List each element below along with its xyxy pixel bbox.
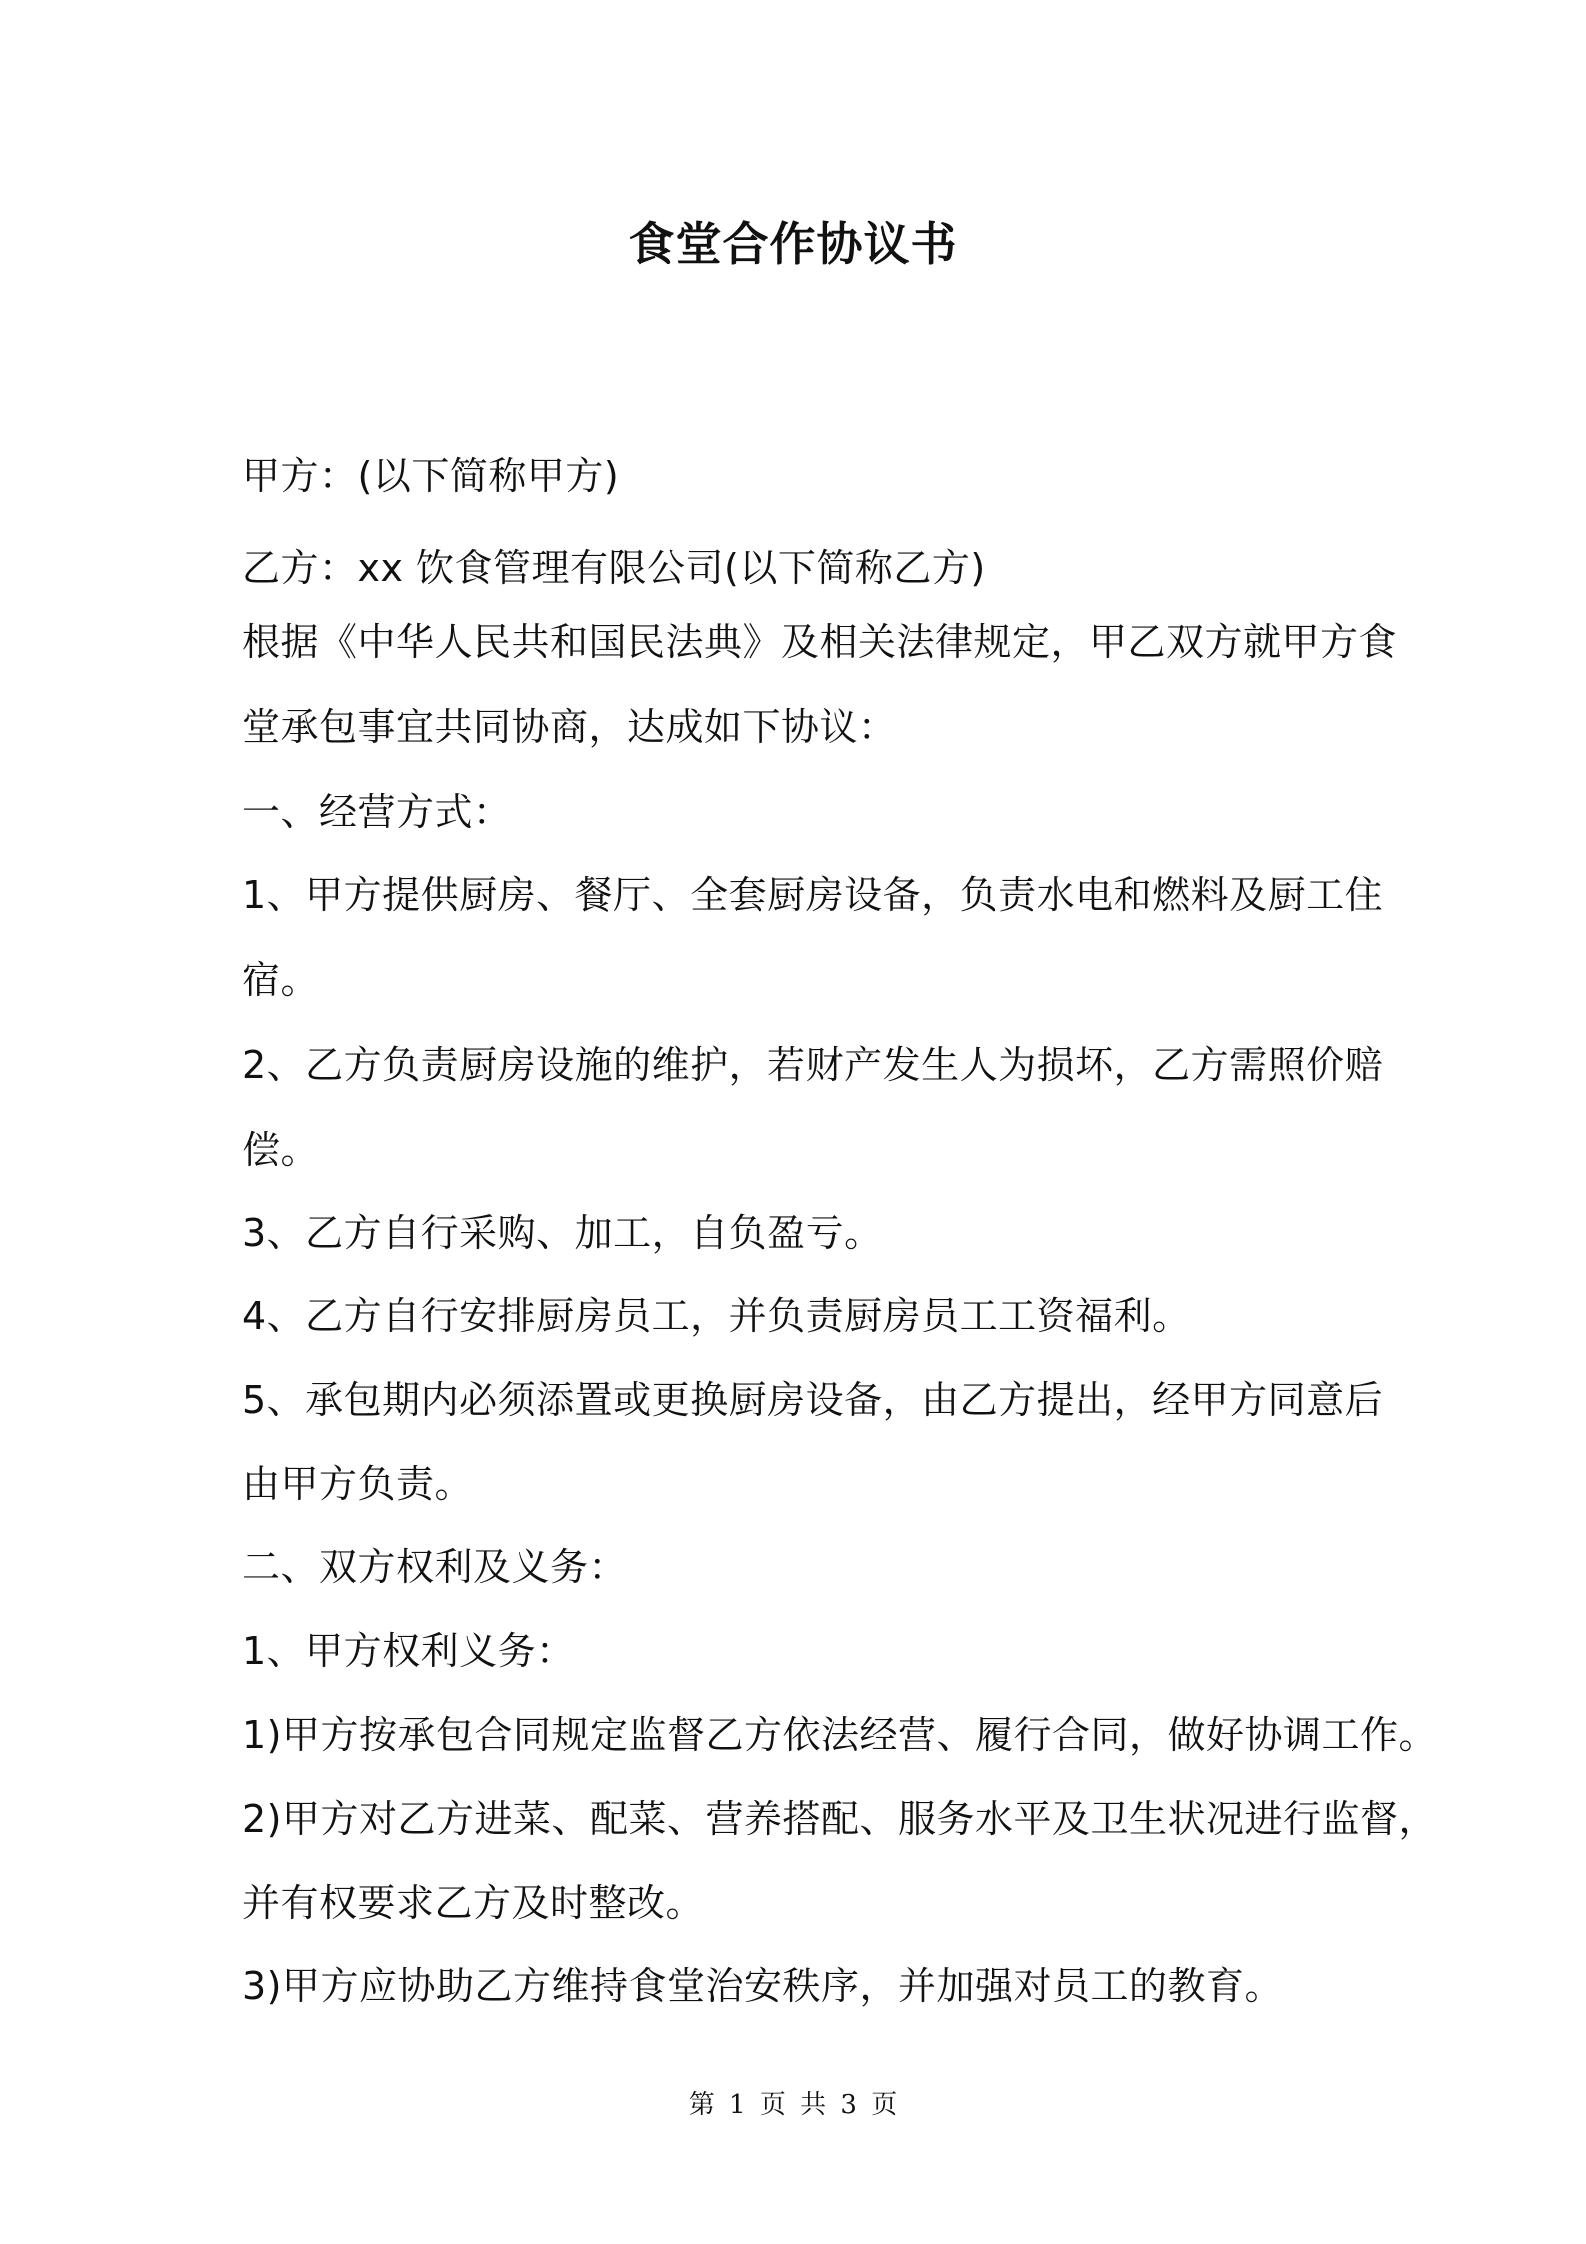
clause-2-1-item-2-line-1: 2)甲方对乙方进菜、配菜、营养搭配、服务水平及卫生状况进行监督， xyxy=(242,1797,1438,1841)
clause-2-1-item-2-line-2: 并有权要求乙方及时整改。 xyxy=(242,1881,705,1925)
clause-1-2-line-1: 2、乙方负责厨房设施的维护，若财产发生人为损坏，乙方需照价赔 xyxy=(242,1043,1384,1087)
clause-1-5-line-2: 由甲方负责。 xyxy=(242,1462,474,1506)
section-1-heading: 一、经营方式： xyxy=(242,790,512,834)
page-number-footer: 第 1 页 共 3 页 xyxy=(688,2090,898,2120)
clause-2-1-item-1: 1)甲方按承包合同规定监督乙方依法经营、履行合同，做好协调工作。 xyxy=(242,1713,1438,1757)
clause-1-1-line-1: 1、甲方提供厨房、餐厅、全套厨房设备，负责水电和燃料及厨工住 xyxy=(242,873,1384,917)
clause-2-1-heading: 1、甲方权利义务： xyxy=(242,1629,575,1673)
preamble-line-2: 堂承包事宜共同协商，达成如下协议： xyxy=(242,705,897,749)
clause-1-2-line-2: 偿。 xyxy=(242,1128,320,1172)
clause-1-4: 4、乙方自行安排厨房员工，并负责厨房员工工资福利。 xyxy=(242,1294,1191,1338)
document-title: 食堂合作协议书 xyxy=(628,217,958,271)
section-2-heading: 二、双方权利及义务： xyxy=(242,1545,628,1589)
clause-1-3: 3、乙方自行采购、加工，自负盈亏。 xyxy=(242,1211,883,1255)
clause-1-1-line-2: 宿。 xyxy=(242,958,320,1002)
preamble-line-1: 根据《中华人民共和国民法典》及相关法律规定，甲乙双方就甲方食 xyxy=(242,620,1398,664)
clause-2-1-item-3: 3)甲方应协助乙方维持食堂治安秩序，并加强对员工的教育。 xyxy=(242,1964,1284,2008)
party-a-line: 甲方：(以下简称甲方) xyxy=(242,454,620,498)
party-b-line: 乙方：xx 饮食管理有限公司(以下简称乙方) xyxy=(242,546,986,590)
clause-1-5-line-1: 5、承包期内必须添置或更换厨房设备，由乙方提出，经甲方同意后 xyxy=(242,1378,1384,1422)
